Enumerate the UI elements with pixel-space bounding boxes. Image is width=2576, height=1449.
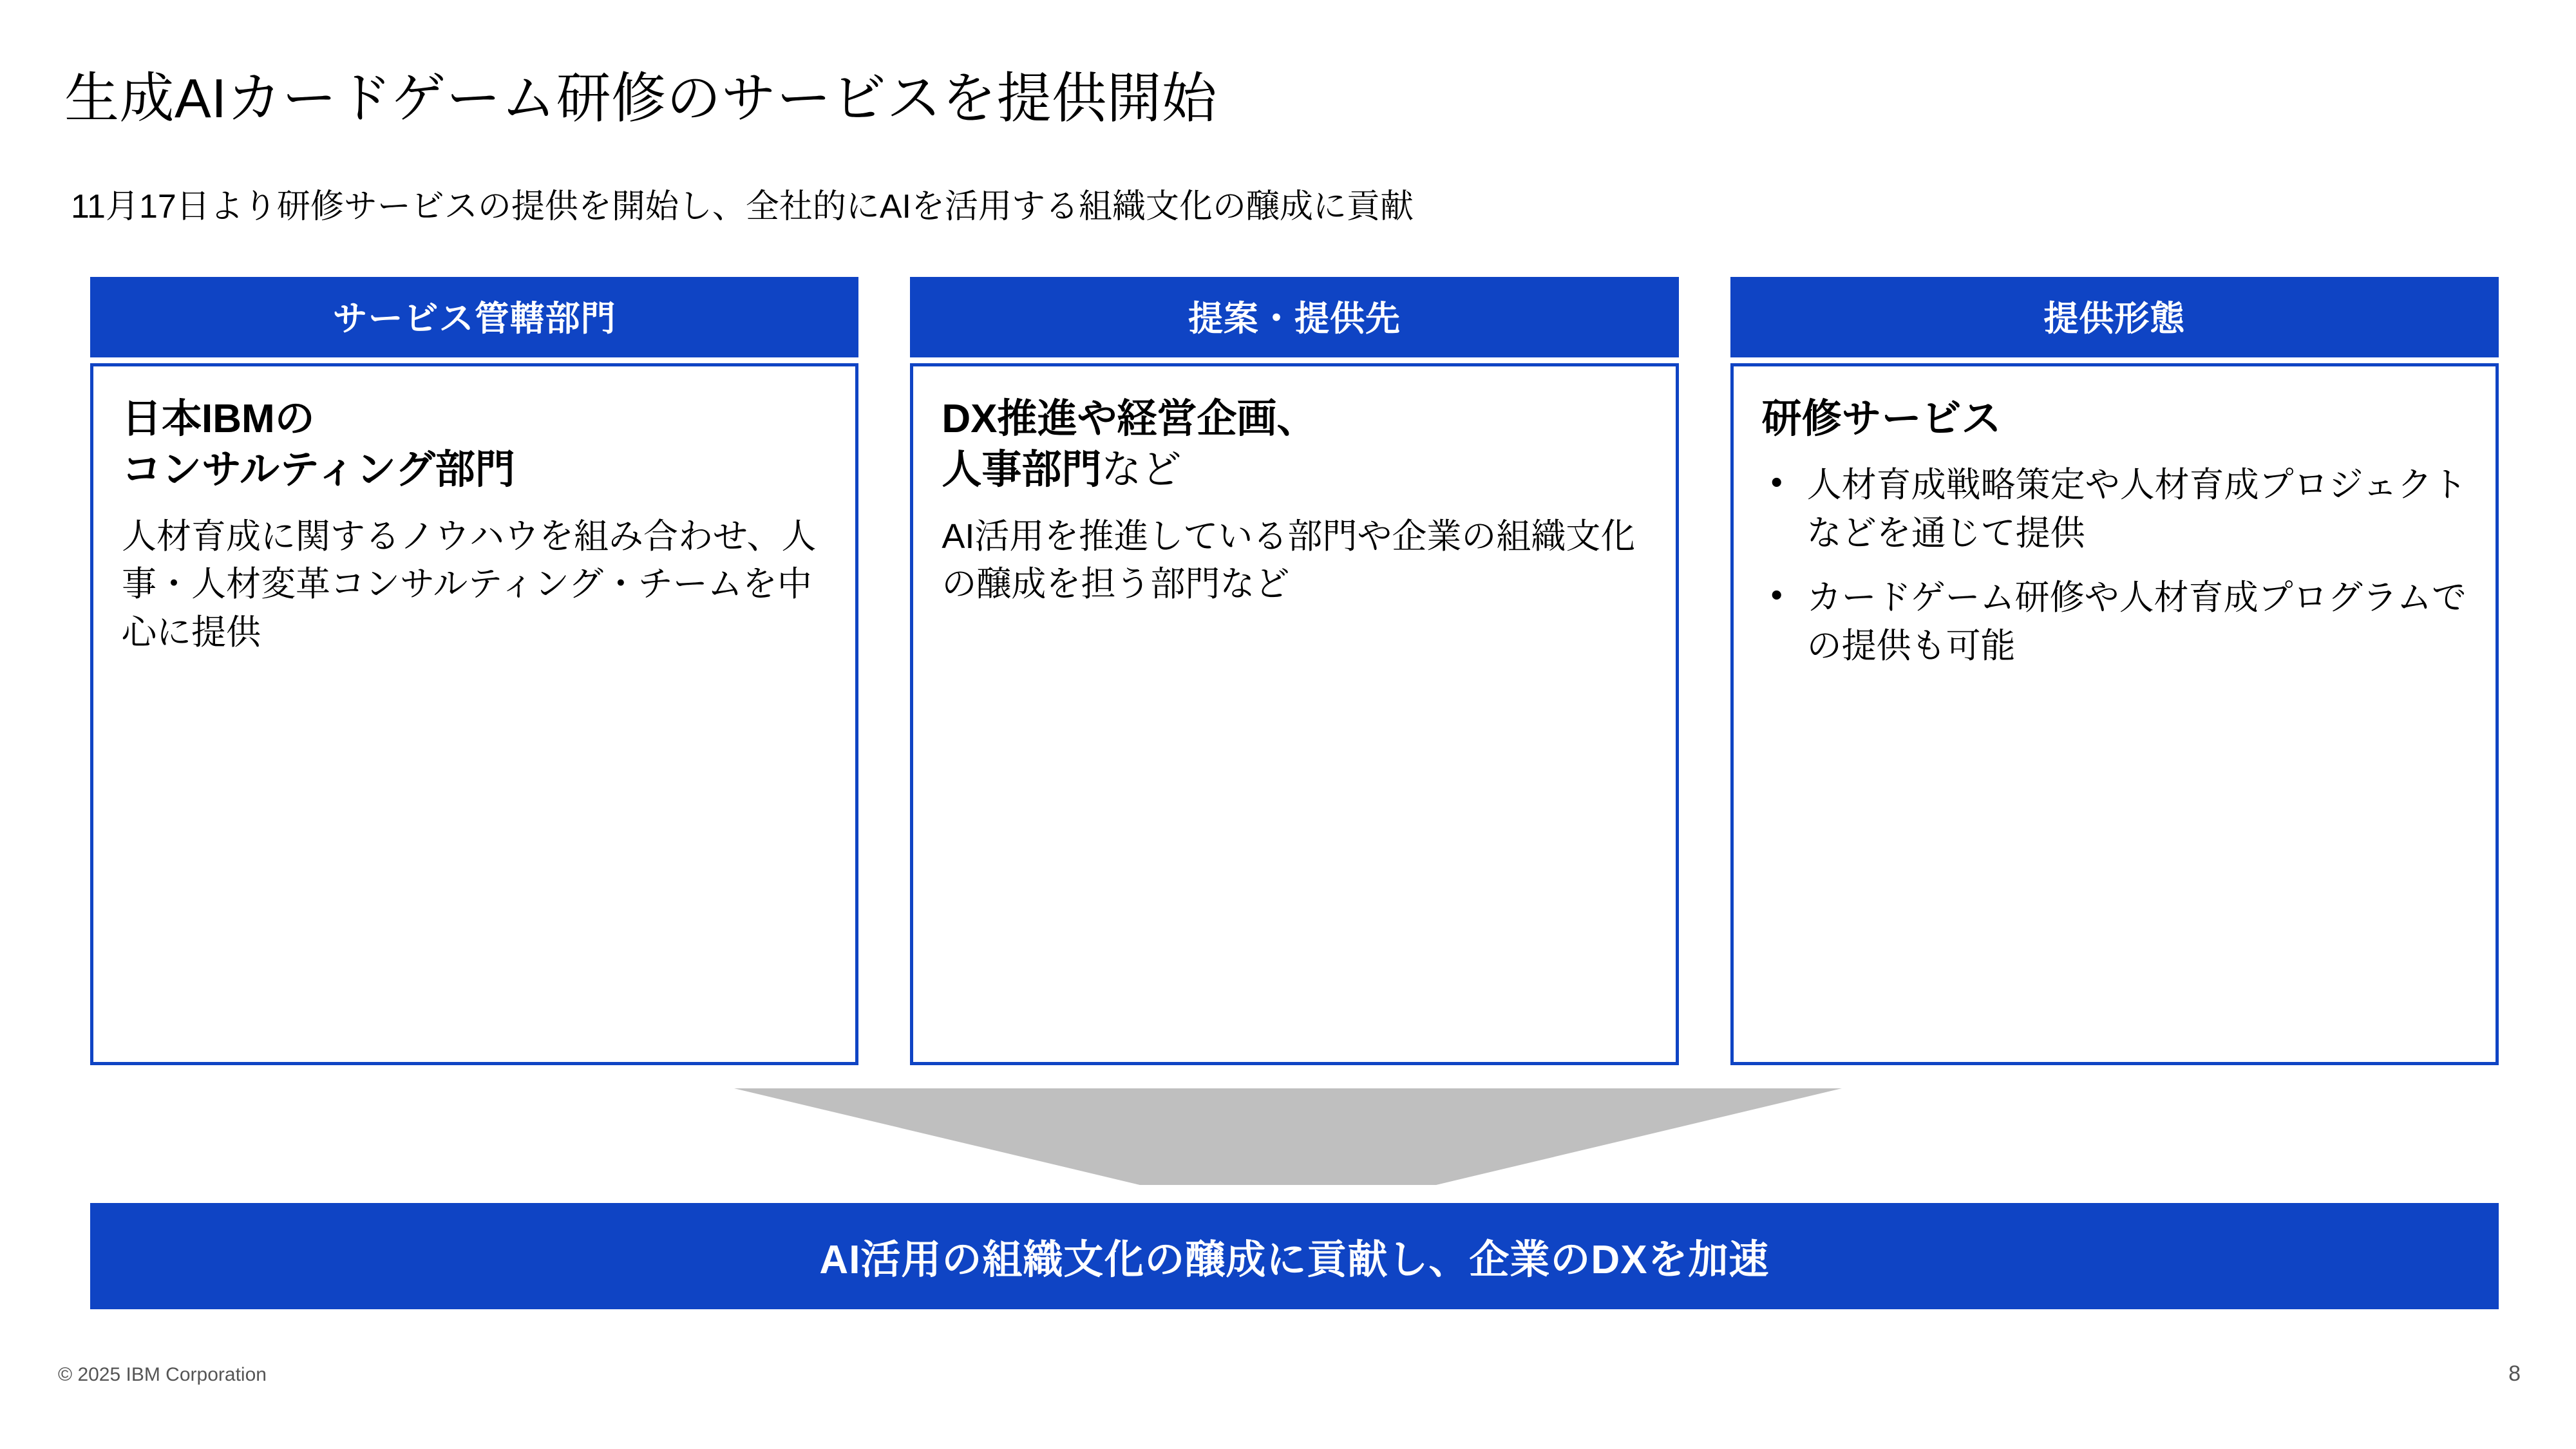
- column-body: [910, 363, 1678, 1065]
- column-heading-line1: DX推進や経営企画、: [942, 397, 1317, 441]
- footer-copyright: © 2025 IBM Corporation: [58, 1364, 267, 1385]
- column-bullet-list: [1762, 461, 2467, 670]
- column-text: 人材育成に関するノウハウを組み合わせ、人事・人材変革コンサルティング・チームを中心に提供: [122, 516, 817, 652]
- conclusion-banner-text: AI活用の組織文化の醸成に貢献し、企業のDXを加速: [819, 1238, 1770, 1282]
- column-heading-bold-part: 人事部門: [942, 448, 1102, 493]
- list-item: • 人材育成戦略策定や人材育成プロジェクトなどを通じて提供: [1762, 461, 2467, 557]
- column-header: 提供形態: [1730, 277, 2499, 357]
- column-heading-line2: [942, 444, 1647, 495]
- column-body: [1730, 363, 2499, 1065]
- down-arrow-icon: [734, 1088, 1842, 1185]
- column-delivery-format: [1730, 277, 2499, 1065]
- column-heading-thin-part: など: [1101, 448, 1182, 493]
- column-header: サービス管轄部門: [90, 277, 858, 357]
- column-heading-line1: 日本IBMの: [122, 397, 315, 441]
- column-heading: [942, 393, 1647, 496]
- column-heading: [1762, 393, 2467, 444]
- column-heading-line1: 研修サービス: [1761, 397, 2002, 441]
- column-target-audience: [910, 277, 1678, 1065]
- columns-container: [90, 277, 2499, 1065]
- page-title: 生成AIカードゲーム研修のサービスを提供開始: [64, 68, 1217, 129]
- column-header: 提案・提供先: [910, 277, 1678, 357]
- column-heading: [122, 393, 827, 496]
- column-body: [90, 363, 858, 1065]
- page-subtitle: 11月17日より研修サービスの提供を開始し、全社的にAIを活用する組織文化の醸成に貢献: [71, 188, 1414, 225]
- column-text: AI活用を推進している部門や企業の組織文化の醸成を担う部門など: [942, 516, 1636, 604]
- footer-page-number: 8: [2508, 1361, 2521, 1386]
- column-heading-line2: コンサルティング部門: [122, 448, 515, 493]
- column-service-department: [90, 277, 858, 1065]
- list-item: • カードゲーム研修や人材育成プログラムでの提供も可能: [1762, 574, 2467, 670]
- conclusion-banner: [90, 1203, 2499, 1309]
